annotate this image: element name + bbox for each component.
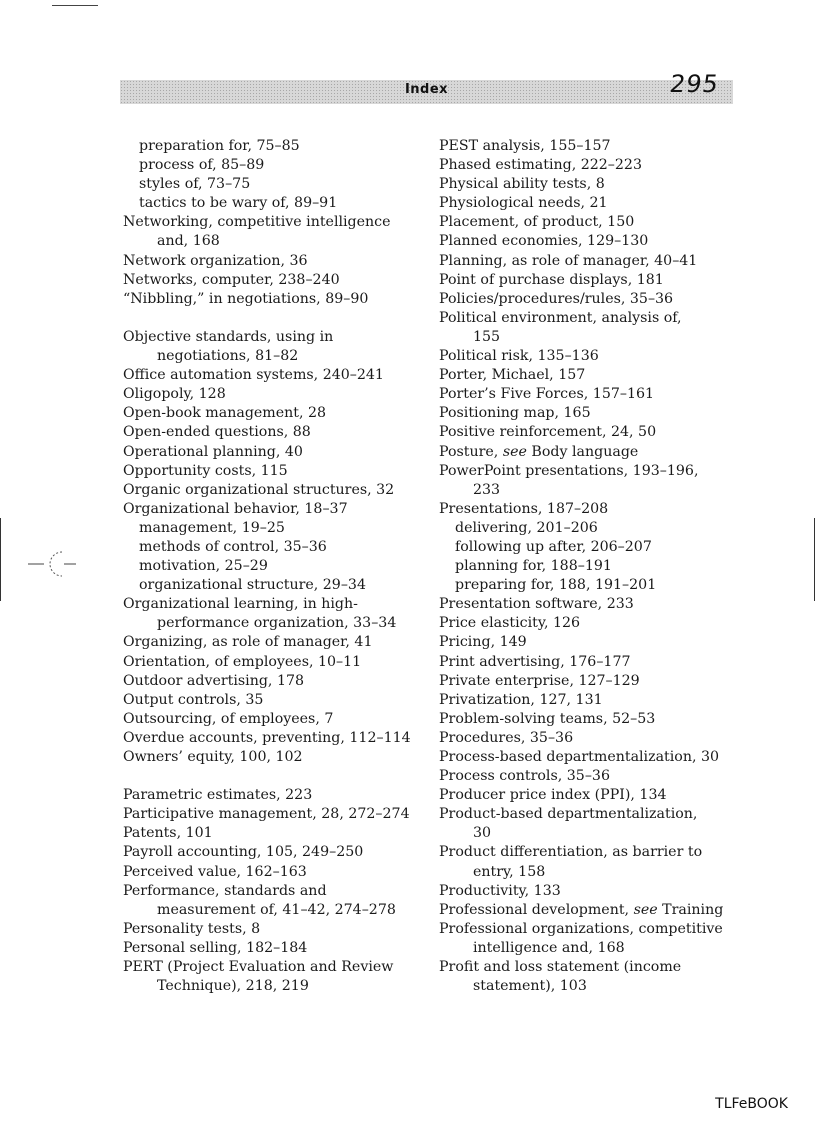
top-crop-rule — [52, 5, 98, 6]
see-reference: see — [502, 443, 527, 460]
entry-text: Patents, 101 — [123, 825, 213, 842]
index-entry — [123, 920, 423, 939]
index-subentry — [439, 576, 739, 595]
index-entry — [439, 977, 739, 996]
entry-text: management, 19–25 — [139, 519, 285, 536]
index-entry — [439, 824, 739, 843]
entry-text: Productivity, 133 — [439, 882, 561, 899]
index-entry — [439, 385, 739, 404]
entry-text: “Nibbling,” in negotiations, 89–90 — [123, 290, 369, 307]
index-subentry — [123, 175, 423, 194]
index-subentry — [123, 538, 423, 557]
index-entry — [439, 939, 739, 958]
entry-text: measurement of, 41–42, 274–278 — [157, 901, 396, 918]
index-entry — [439, 366, 739, 385]
index-entry — [123, 901, 423, 920]
index-entry — [123, 614, 423, 633]
entry-text: Producer price index (PPI), 134 — [439, 787, 667, 804]
index-entry — [439, 156, 739, 175]
entry-text: Organizational behavior, 18–37 — [123, 500, 348, 517]
index-subentry — [439, 519, 739, 538]
entry-text: Product differentiation, as barrier to — [439, 844, 703, 861]
index-entry — [439, 481, 739, 500]
index-entry — [439, 462, 739, 481]
index-entry — [123, 786, 423, 805]
index-subentry — [123, 576, 423, 595]
entry-text: Process controls, 35–36 — [439, 768, 610, 785]
right-margin-mark — [814, 518, 815, 601]
index-entry — [123, 595, 423, 614]
index-entry — [439, 729, 739, 748]
index-entry — [439, 691, 739, 710]
entry-text: Technique), 218, 219 — [157, 978, 309, 995]
entry-text: Private enterprise, 127–129 — [439, 672, 640, 689]
section-gap — [123, 309, 423, 328]
section-gap — [123, 767, 423, 786]
entry-text: Product-based departmentalization, — [439, 806, 698, 823]
entry-text: Payroll accounting, 105, 249–250 — [123, 844, 364, 861]
index-entry — [439, 423, 739, 442]
entry-text: Oligopoly, 128 — [123, 386, 226, 403]
index-entry — [439, 194, 739, 213]
entry-text: following up after, 206–207 — [455, 538, 652, 555]
entry-text: performance organization, 33–34 — [157, 615, 397, 632]
entry-text: planning for, 188–191 — [455, 558, 612, 575]
entry-text: Orientation, of employees, 10–11 — [123, 653, 362, 670]
index-entry — [123, 366, 423, 385]
entry-text: Physical ability tests, 8 — [439, 176, 605, 193]
entry-text: Office automation systems, 240–241 — [123, 367, 384, 384]
index-entry — [439, 653, 739, 672]
index-entry — [439, 710, 739, 729]
entry-text: Open-ended questions, 88 — [123, 424, 311, 441]
entry-text: and, 168 — [157, 233, 220, 250]
page-number: 295 — [668, 70, 721, 98]
entry-text: Overdue accounts, preventing, 112–114 — [123, 729, 411, 746]
index-entry — [439, 252, 739, 271]
see-reference: see — [633, 901, 658, 918]
entry-text: Political risk, 135–136 — [439, 348, 599, 365]
index-entry — [439, 443, 739, 462]
index-subentry — [439, 557, 739, 576]
entry-text: Process-based departmentalization, 30 — [439, 749, 720, 765]
index-entry — [439, 232, 739, 251]
entry-text: 30 — [473, 825, 492, 842]
entry-text: entry, 158 — [473, 863, 546, 880]
header-title: Index — [404, 82, 449, 97]
entry-text: Performance, standards and — [123, 882, 327, 899]
index-entry — [439, 786, 739, 805]
entry-text: Phased estimating, 222–223 — [439, 157, 642, 174]
index-entry — [123, 232, 423, 251]
index-entry — [123, 863, 423, 882]
index-entry — [123, 385, 423, 404]
index-subentry — [123, 194, 423, 213]
index-entry — [123, 710, 423, 729]
entry-text: Profit and loss statement (income — [439, 959, 682, 976]
index-entry — [123, 672, 423, 691]
index-entry — [123, 939, 423, 958]
index-entry — [123, 213, 423, 232]
index-entry — [123, 729, 423, 748]
index-entry — [123, 882, 423, 901]
entry-text: Participative management, 28, 272–274 — [123, 806, 410, 823]
index-entry — [439, 614, 739, 633]
index-entry — [439, 958, 739, 977]
footer-brand: TLFeBOOK — [715, 1096, 788, 1112]
index-entry — [123, 653, 423, 672]
left-margin-mark — [0, 518, 1, 601]
entry-text: Pricing, 149 — [439, 634, 527, 651]
index-entry — [439, 309, 739, 328]
entry-text: 155 — [473, 328, 501, 345]
entry-text: preparing for, 188, 191–201 — [455, 577, 657, 594]
index-entry — [439, 901, 739, 920]
entry-text: Organizational learning, in high- — [123, 596, 358, 613]
see-target: Body language — [526, 443, 639, 460]
entry-text: Porter, Michael, 157 — [439, 367, 586, 384]
entry-text: methods of control, 35–36 — [139, 538, 327, 555]
index-entry — [439, 595, 739, 614]
entry-text: Privatization, 127, 131 — [439, 691, 603, 708]
entry-text: Positive reinforcement, 24, 50 — [439, 424, 657, 441]
index-subentry — [123, 519, 423, 538]
index-entry — [123, 290, 423, 309]
entry-text: tactics to be wary of, 89–91 — [139, 195, 338, 212]
index-entry — [439, 805, 739, 824]
entry-text: Presentation software, 233 — [439, 596, 634, 613]
entry-text: intelligence and, 168 — [473, 939, 625, 956]
index-entry — [439, 633, 739, 652]
registration-mark-icon — [22, 542, 82, 582]
entry-text: Open-book management, 28 — [123, 405, 327, 422]
entry-text: statement), 103 — [473, 978, 587, 995]
index-entry — [439, 137, 739, 156]
entry-text: Planned economies, 129–130 — [439, 233, 649, 250]
entry-text: Outsourcing, of employees, 7 — [123, 710, 334, 727]
index-entry — [439, 271, 739, 290]
index-entry — [123, 423, 423, 442]
entry-text: Networking, competitive intelligence — [123, 214, 391, 231]
entry-text: Parametric estimates, 223 — [123, 787, 313, 804]
entry-text: delivering, 201–206 — [455, 519, 598, 536]
index-entry — [439, 863, 739, 882]
index-entry — [123, 252, 423, 271]
entry-text: styles of, 73–75 — [139, 176, 251, 193]
entry-text: Policies/procedures/rules, 35–36 — [439, 290, 674, 307]
index-entry — [439, 500, 739, 519]
entry-text: Objective standards, using in — [123, 328, 334, 345]
index-entry — [439, 843, 739, 862]
index-entry — [123, 958, 423, 977]
entry-text: Point of purchase displays, 181 — [439, 271, 664, 288]
entry-text: 233 — [473, 481, 501, 498]
entry-text: Perceived value, 162–163 — [123, 863, 307, 880]
index-subentry — [123, 156, 423, 175]
entry-text: Personality tests, 8 — [123, 920, 261, 937]
entry-text: motivation, 25–29 — [139, 558, 268, 575]
running-header — [120, 80, 733, 104]
index-entry — [123, 633, 423, 652]
entry-text: Placement, of product, 150 — [439, 214, 635, 231]
entry-text: Planning, as role of manager, 40–41 — [439, 252, 698, 269]
entry-text: Operational planning, 40 — [123, 443, 303, 460]
entry-text: Presentations, 187–208 — [439, 500, 609, 517]
entry-text: Professional organizations, competitive — [439, 920, 723, 937]
index-entry — [439, 672, 739, 691]
entry-text: Outdoor advertising, 178 — [123, 672, 305, 689]
index-entry — [439, 767, 739, 786]
index-entry — [123, 824, 423, 843]
index-column-right — [439, 137, 739, 996]
entry-text: PEST analysis, 155–157 — [439, 138, 611, 154]
index-subentry — [439, 538, 739, 557]
index-entry — [439, 882, 739, 901]
entry-text: PowerPoint presentations, 193–196, — [439, 462, 699, 479]
index-entry — [439, 404, 739, 423]
entry-text: Posture, — [439, 443, 503, 460]
index-entry — [123, 271, 423, 290]
index-entry — [439, 290, 739, 309]
index-entry — [439, 213, 739, 232]
index-entry — [439, 920, 739, 939]
entry-text: Positioning map, 165 — [439, 405, 591, 422]
entry-text: PERT (Project Evaluation and Review — [123, 959, 394, 976]
entry-text: Procedures, 35–36 — [439, 729, 574, 746]
index-column-left — [123, 137, 423, 996]
index-subentry — [123, 137, 423, 156]
entry-text: process of, 85–89 — [139, 157, 265, 174]
entry-text: Political environment, analysis of, — [439, 309, 682, 326]
entry-text: Physiological needs, 21 — [439, 195, 608, 212]
entry-text: organizational structure, 29–34 — [139, 577, 366, 594]
index-entry — [123, 977, 423, 996]
entry-text: Opportunity costs, 115 — [123, 462, 288, 479]
index-entry — [439, 175, 739, 194]
index-entry — [123, 481, 423, 500]
entry-text: Problem-solving teams, 52–53 — [439, 710, 656, 727]
index-entry — [123, 500, 423, 519]
entry-text: negotiations, 81–82 — [157, 348, 299, 365]
entry-text: Professional development, — [439, 901, 634, 918]
index-entry — [123, 328, 423, 347]
entry-text: Networks, computer, 238–240 — [123, 271, 340, 288]
entry-text: preparation for, 75–85 — [139, 138, 300, 154]
index-entry — [123, 843, 423, 862]
index-entry — [123, 347, 423, 366]
entry-text: Personal selling, 182–184 — [123, 939, 308, 956]
index-entry — [123, 805, 423, 824]
entry-text: Porter’s Five Forces, 157–161 — [439, 386, 655, 403]
entry-text: Output controls, 35 — [123, 691, 264, 708]
entry-text: Organic organizational structures, 32 — [123, 481, 395, 498]
entry-text: Price elasticity, 126 — [439, 615, 581, 632]
entry-text: Network organization, 36 — [123, 252, 308, 269]
index-entry — [123, 443, 423, 462]
entry-text: Owners’ equity, 100, 102 — [123, 749, 303, 765]
entry-text: Print advertising, 176–177 — [439, 653, 631, 670]
index-subentry — [123, 557, 423, 576]
index-entry — [123, 691, 423, 710]
see-target: Training — [657, 901, 724, 918]
index-entry — [439, 748, 739, 767]
entry-text: Organizing, as role of manager, 41 — [123, 634, 373, 651]
index-entry — [123, 462, 423, 481]
index-entry — [439, 328, 739, 347]
index-entry — [123, 748, 423, 767]
index-entry — [439, 347, 739, 366]
index-entry — [123, 404, 423, 423]
